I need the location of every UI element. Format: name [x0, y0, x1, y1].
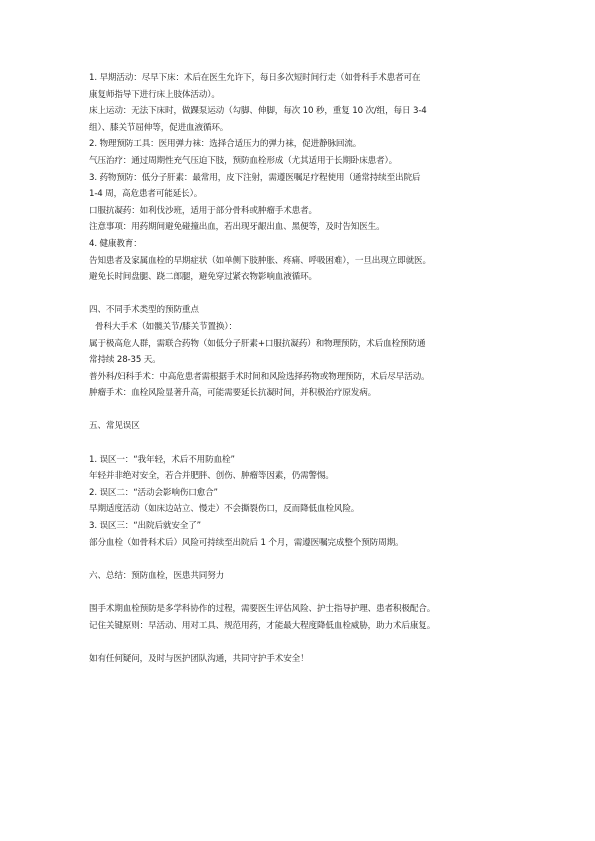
text-line: 康复师指导下进行床上肢体活动）。 — [89, 89, 220, 100]
text-line: 气压治疗：通过周期性充气压迫下肢，预防血栓形成（尤其适用于长期卧床患者）。 — [89, 155, 398, 166]
text-line: 1. 早期活动：尽早下床：术后在医生允许下，每日多次短时间行走（如骨科手术患者可在 — [89, 73, 421, 83]
document-body — [89, 70, 519, 667]
text-line: 肿瘤手术：血栓风险显著升高，可能需要延长抗凝时间，并积极治疗原发病。 — [89, 388, 377, 399]
blank-line — [89, 435, 519, 452]
text-line: 组）、膝关节屈伸等，促进血液循环。 — [89, 122, 229, 133]
text-line: 1. 误区一：“我年轻，术后不用防血栓” — [89, 454, 235, 465]
text-line: 2. 误区二：“活动会影响伤口愈合” — [89, 487, 218, 498]
blank-line — [89, 286, 519, 303]
text-line: 1-4 周，高危患者可能延长）。 — [89, 189, 203, 200]
section-heading: 六、总结：预防血栓，医患共同努力 — [89, 570, 225, 581]
text-line: 如有任何疑问，及时与医护团队沟通，共同守护手术安全！ — [89, 653, 309, 664]
text-line: 2. 物理预防工具：医用弹力袜：选择合适压力的弹力袜，促进静脉回流。 — [89, 139, 362, 150]
section-heading: 四、不同手术类型的预防重点 — [89, 305, 199, 316]
text-line: 4. 健康教育： — [89, 238, 142, 249]
blank-line — [89, 402, 519, 419]
text-line: 年轻并非绝对安全，若合并肥胖、创伤、肿瘤等因素，仍需警惕。 — [89, 471, 334, 482]
text-line: 避免长时间盘腿、跷二郎腿，避免穿过紧衣物影响血液循环。 — [89, 272, 317, 283]
text-line: 注意事项：用药期间避免碰撞出血，若出现牙龈出血、黑便等，及时告知医生。 — [89, 222, 385, 233]
text-line: 记住关键原则：早活动、用对工具、规范用药，才能最大程度降低血栓威胁，助力术后康复。 — [89, 620, 436, 631]
text-line: 告知患者及家属血栓的早期症状（如单侧下肢肿胀、疼痛、呼吸困难），一旦出现立即就医。 — [89, 255, 431, 266]
text-line: 普外科/妇科手术：中高危患者需根据手术时间和风险选择药物或物理预防，术后尽早活动。 — [89, 371, 430, 382]
blank-line — [89, 634, 519, 651]
text-line: 围手术期血栓预防是多学科协作的过程，需要医生评估风险、护士指导护理、患者积极配合。 — [89, 604, 436, 614]
blank-line — [89, 584, 519, 601]
section-heading: 五、常见误区 — [89, 421, 140, 432]
text-line: 骨科大手术（如髋关节/膝关节置换）： — [95, 321, 237, 332]
text-line: 属于极高危人群，需联合药物（如低分子肝素+口服抗凝药）和物理预防，术后血栓预防通 — [89, 338, 426, 349]
text-line: 3. 误区三：“出院后就安全了” — [89, 521, 201, 532]
text-line: 早期适度活动（如床边站立、慢走）不会撕裂伤口，反而降低血栓风险。 — [89, 504, 360, 515]
text-line: 床上运动：无法下床时，做踝泵运动（勾脚、伸脚，每次 10 秒，重复 10 次/组，每日 3-4 — [89, 106, 427, 117]
text-line: 部分血栓（如骨科术后）风险可持续至出院后 1 个月，需遵医嘱完成整个预防周期。 — [89, 537, 404, 548]
text-line: 口服抗凝药：如利伐沙班，适用于部分骨科或肿瘤手术患者。 — [89, 205, 317, 216]
text-line: 常持续 28-35 天。 — [89, 355, 161, 366]
text-line: 3. 药物预防：低分子肝素：最常用，皮下注射，需遵医嘱足疗程使用（通常持续至出院后 — [89, 172, 421, 183]
blank-line — [89, 551, 519, 568]
